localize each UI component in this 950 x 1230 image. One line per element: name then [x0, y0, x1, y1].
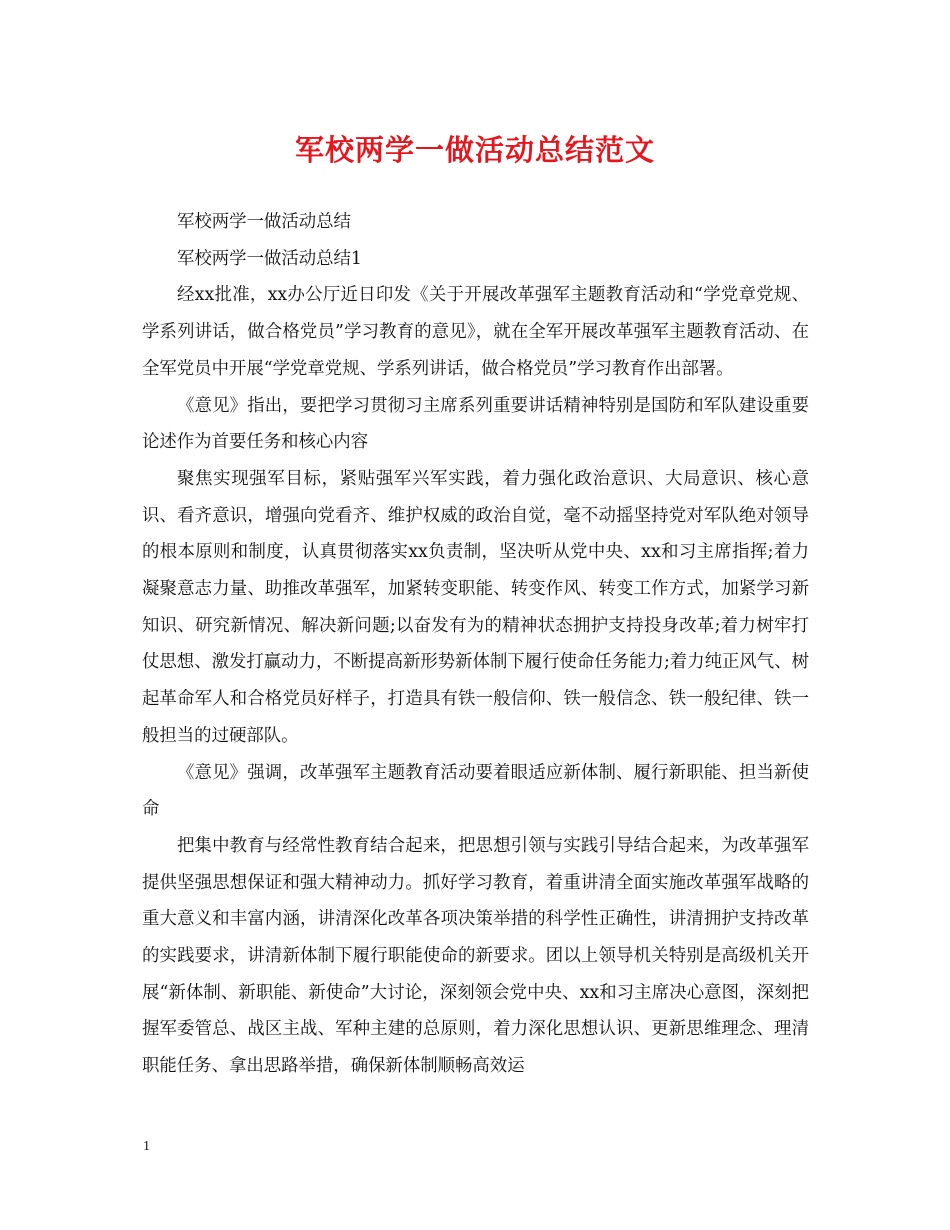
paragraph: 经xx批准，xx办公厅近日印发《关于开展改革强军主题教育活动和“学党章党规、学系列讲话，做合格党员”学习教育的意见》，就在全军开展改革强军主题教育活动、在全军党员中开展“学党章党规、学系列讲话，做合格党员”学习教育作出部署。: [142, 285, 809, 379]
document-title: 军校两学一做活动总结范文: [294, 133, 655, 167]
paragraph: 聚焦实现强军目标，紧贴强军兴军实践，着力强化政治意识、大局意识、核心意识、看齐意识，增强向党看齐、维护权威的政治自觉，毫不动摇坚持党对军队绝对领导的根本原则和制度，认真贯彻落实xx负责制，坚决听从党中央、xx和习主席指挥;着力凝聚意志力量、助推改革强军，加紧转变职能、转变作风、转变工作方式，加紧学习新知识、研究新情况、解决新问题;以奋发有为的精神状态拥护支持投身改革;着力树牢打仗思想、激发打赢动力，不断提高新形势新体制下履行使命任务能力;着力纯正风气、树起革命军人和合格党员好样子，打造具有铁一般信仰、铁一般信念、铁一般纪律、铁一般担当的过硬部队。: [142, 468, 809, 746]
paragraph: 《意见》强调，改革强军主题教育活动要着眼适应新体制、履行新职能、担当新使命: [142, 762, 809, 820]
document-body: [142, 204, 809, 1085]
paragraph: 《意见》指出，要把学习贯彻习主席系列重要讲话精神特别是国防和军队建设重要论述作为首要任务和核心内容: [142, 395, 809, 453]
paragraph-heading: 军校两学一做活动总结: [177, 212, 351, 232]
paragraph: 把集中教育与经常性教育结合起来，把思想引领与实践引导结合起来，为改革强军提供坚强思想保证和强大精神动力。抓好学习教育，着重讲清全面实施改革强军战略的重大意义和丰富内涵，讲清深化改革各项决策举措的科学性正确性，讲清拥护支持改革的实践要求，讲清新体制下履行职能使命的新要求。团以上领导机关特别是高级机关开展“新体制、新职能、新使命”大讨论，深刻领会党中央、xx和习主席决心意图，深刻把握军委管总、战区主战、军种主建的总原则，着力深化思想认识、更新思维理念、理清职能任务、拿出思路举措，确保新体制顺畅高效运: [142, 835, 809, 1077]
paragraph-subheading: 军校两学一做活动总结1: [177, 248, 362, 269]
page-number: 1: [143, 1139, 150, 1154]
